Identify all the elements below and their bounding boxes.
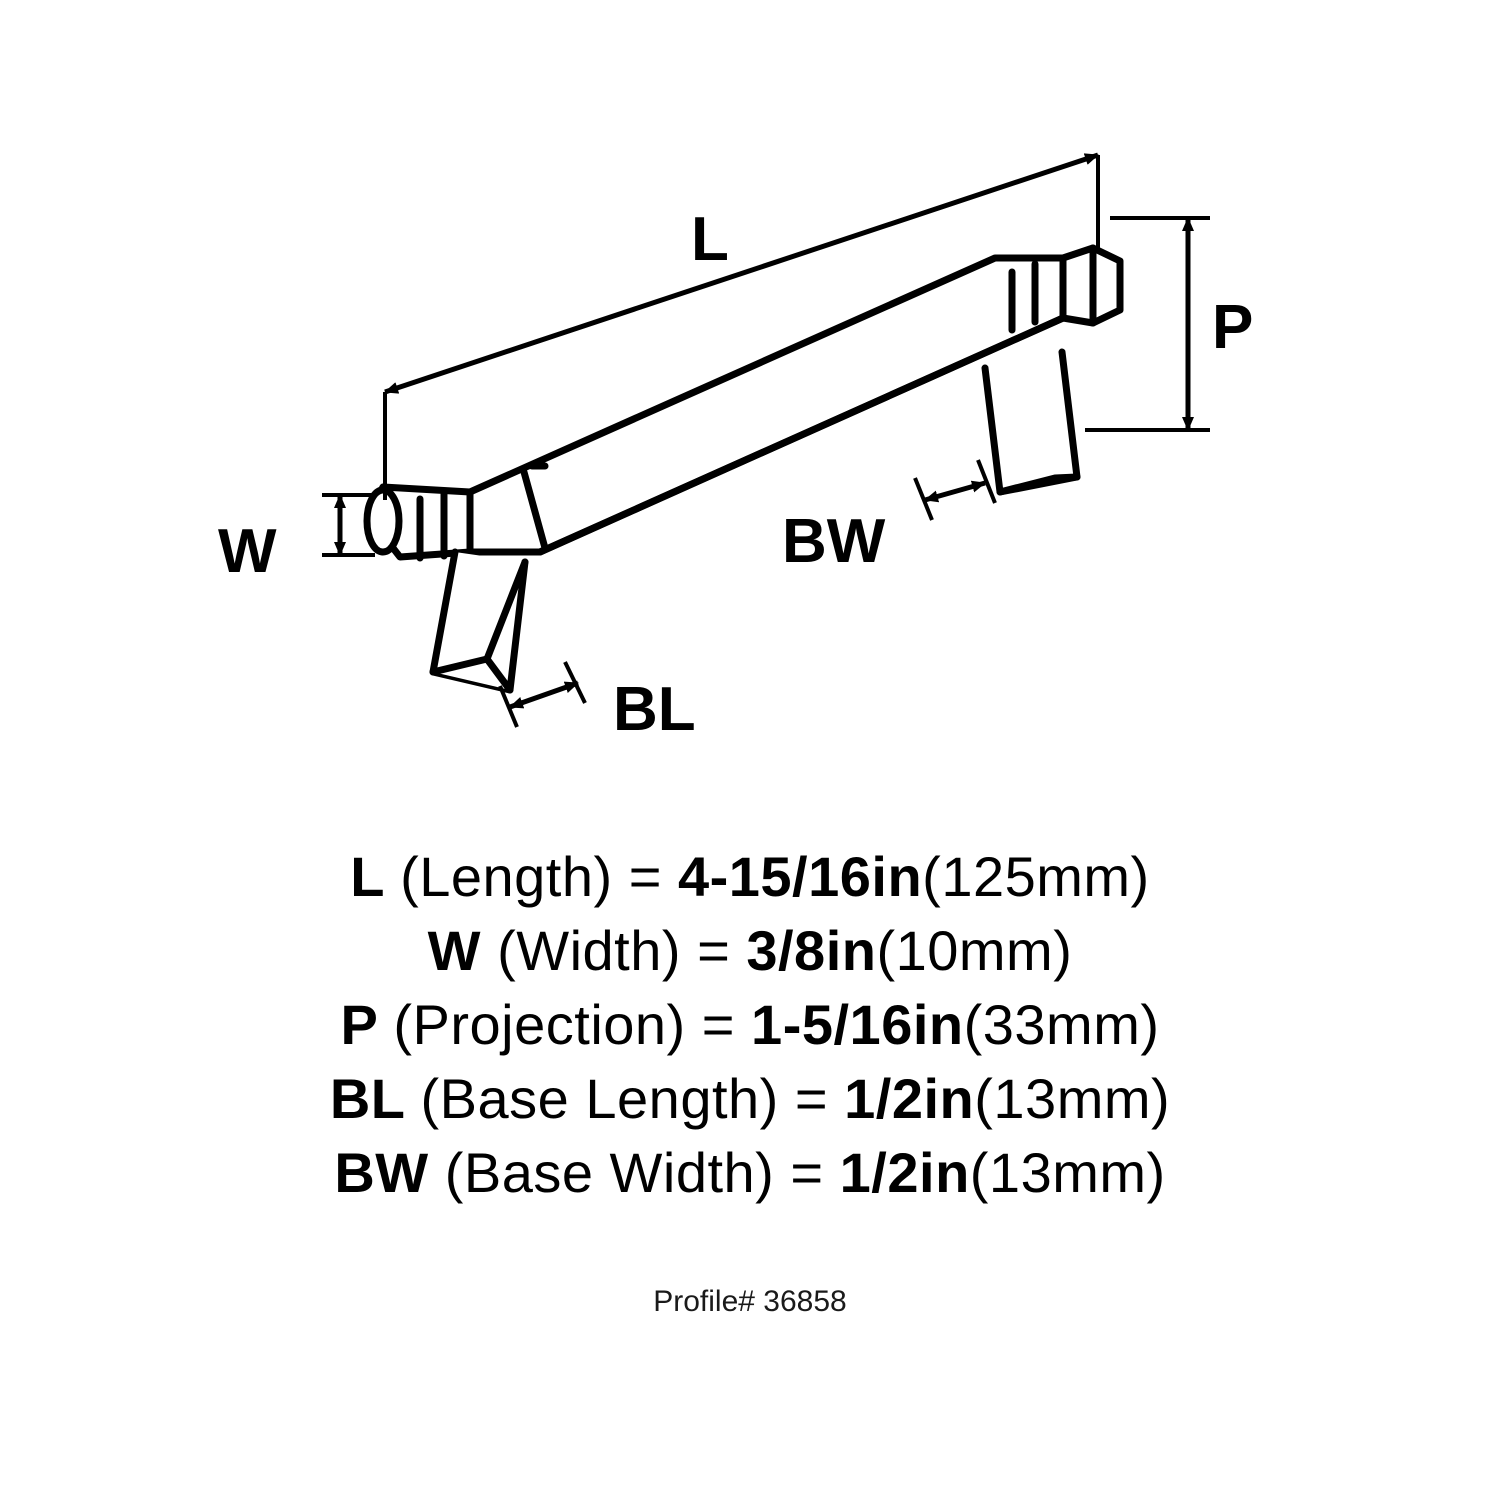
spec-equals: =: [628, 845, 662, 908]
spec-value-inches: 4-15/16in: [677, 845, 923, 908]
label-base-width: BW: [782, 507, 886, 576]
spec-code: L: [350, 845, 384, 908]
spec-name: (Width): [497, 918, 682, 982]
spec-equals: =: [794, 1066, 829, 1130]
spec-code: BW: [334, 1140, 429, 1204]
spec-value-inches: 3/8in: [746, 918, 877, 982]
spec-name: (Length): [400, 845, 613, 908]
spec-row-projection: [0, 988, 1500, 1062]
spec-value-inches: 1/2in: [839, 1140, 970, 1204]
spec-equals: =: [790, 1140, 824, 1204]
spec-row-base-width: [0, 1136, 1500, 1210]
spec-value-inches: 1-5/16in: [751, 992, 964, 1056]
spec-value-mm: (13mm): [969, 1140, 1166, 1204]
spec-code: BL: [329, 1066, 405, 1130]
spec-name: (Base Width): [444, 1140, 775, 1204]
spec-equals: =: [701, 992, 735, 1056]
label-projection: P: [1212, 293, 1254, 362]
spec-code: W: [427, 918, 481, 982]
spec-value-mm: (33mm): [963, 992, 1160, 1056]
spec-code: P: [340, 992, 378, 1056]
label-width: W: [218, 517, 277, 586]
handle-illustration: [367, 248, 1120, 690]
spec-equals: =: [697, 918, 731, 982]
spec-value-mm: (13mm): [974, 1066, 1171, 1130]
spec-name: (Base Length): [420, 1066, 779, 1130]
spec-value-inches: 1/2in: [844, 1066, 975, 1130]
spec-row-width: [0, 914, 1500, 988]
label-base-length: BL: [613, 675, 696, 744]
spec-name: (Projection): [393, 992, 686, 1056]
spec-row-length: [0, 840, 1500, 914]
profile-number: Profile# 36858: [653, 1285, 847, 1318]
specification-list: [0, 840, 1500, 1210]
spec-value-mm: (10mm): [876, 918, 1073, 982]
spec-row-base-length: [0, 1062, 1500, 1136]
spec-value-mm: (125mm): [922, 845, 1150, 908]
label-length: L: [691, 205, 729, 274]
